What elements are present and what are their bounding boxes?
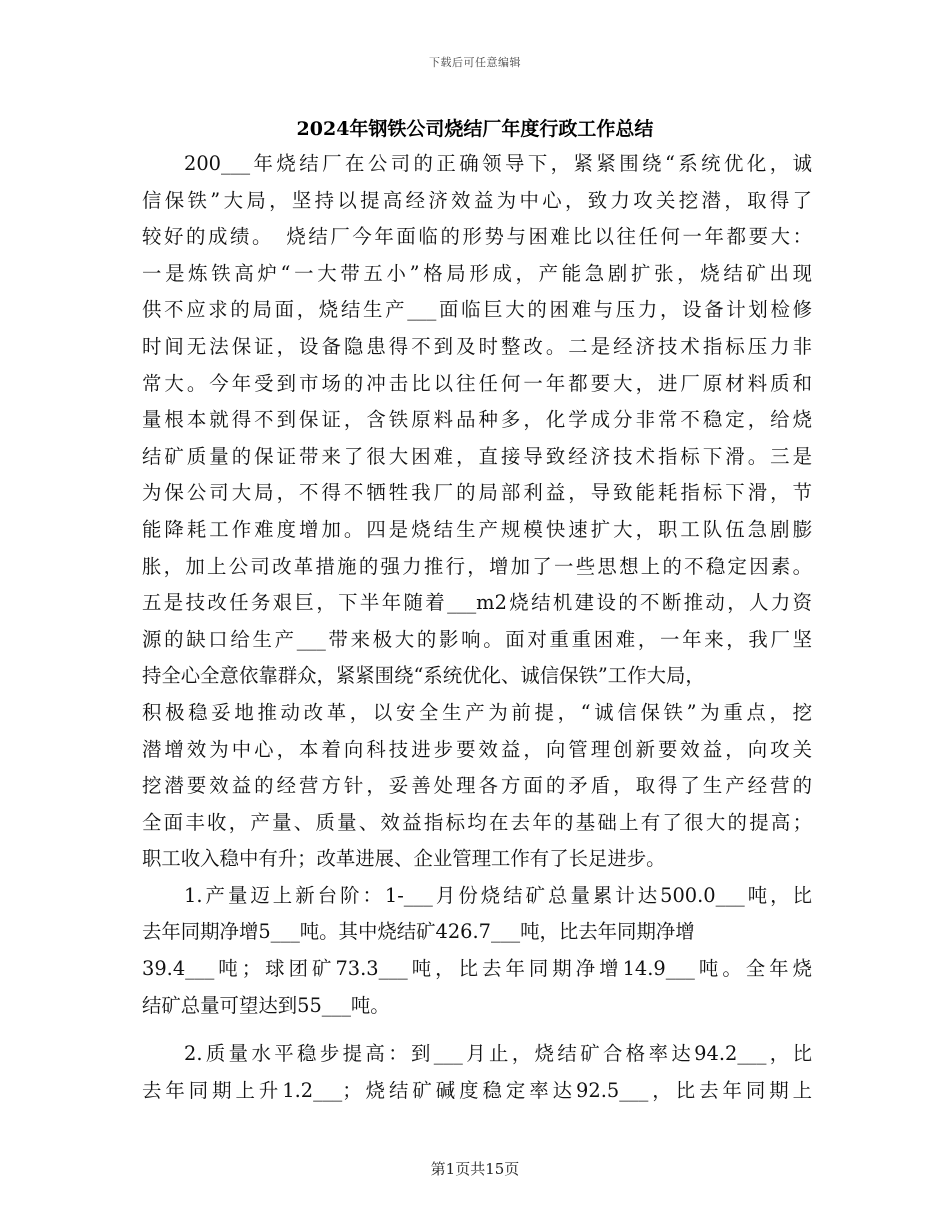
page-number: 第1页共15页 [430,1160,520,1178]
list-item-quality: 2.质量水平稳步提高：到___月止，烧结矿合格率达94.2___，比 [184,1042,812,1066]
body-line: 一是炼铁高炉“一大带五小”格局形成，产能急剧扩张，烧结矿出现 [142,261,812,285]
body-line: 时间无法保证，设备隐患得不到及时整改。二是经济技术指标压力非 [142,334,812,358]
body-line: 结矿总量可望达到55___吨。 [142,993,390,1017]
body-line: 挖潜要效益的经营方针，妥善处理各方面的矛盾，取得了生产经营的 [142,774,812,798]
document-title: 2024年钢铁公司烧结厂年度行政工作总结 [296,118,654,140]
body-line: 为保公司大局，不得不牺牲我厂的局部利益，导致能耗指标下滑，节 [142,481,812,505]
body-line: 常大。今年受到市场的冲击比以往任何一年都要大，进厂原材料质和 [142,371,812,395]
document-body [142,146,812,1109]
body-line: 持全心全意依靠群众，紧紧围绕“系统优化、诚信保铁”工作大局， [142,664,705,688]
body-line: 职工收入稳中有升；改革进展、企业管理工作有了长足进步。 [142,847,666,871]
body-line: 量根本就得不到保证，含铁原料品种多，化学成分非常不稳定，给烧 [142,408,812,432]
body-line: 200___年烧结厂在公司的正确领导下，紧紧围绕“系统优化，诚 [184,152,812,175]
body-line: 去年同期净增5___吨。其中烧结矿426.7___吨，比去年同期净增 [142,920,695,944]
body-line: 全面丰收，产量、质量、效益指标均在去年的基础上有了很大的提高； [142,810,812,834]
body-line: 结矿质量的保证带来了很大困难，直接导致经济技术指标下滑。三是 [142,444,812,468]
body-line: 较好的成绩。 烧结厂今年面临的形势与困难比以往任何一年都要大： [142,225,812,249]
body-line: 积极稳妥地推动改革，以安全生产为前提，“诚信保铁”为重点，挖 [142,700,812,724]
list-item-output: 1.产量迈上新台阶：1-___月份烧结矿总量累计达500.0___吨，比 [184,883,812,907]
body-line: 能降耗工作难度增加。四是烧结生产规模快速扩大，职工队伍急剧膨 [142,517,812,541]
body-line: 供不应求的局面，烧结生产___面临巨大的困难与压力，设备计划检修 [142,298,812,322]
body-line: 胀，加上公司改革措施的强力推行，增加了一些思想上的不稳定因素。 [142,554,812,578]
body-line: 潜增效为中心，本着向科技进步要效益，向管理创新要效益，向攻关 [142,737,812,761]
body-line: 五是技改任务艰巨，下半年随着___m2烧结机建设的不断推动，人力资 [142,591,812,615]
body-line: 源的缺口给生产___带来极大的影响。面对重重困难，一年来，我厂坚 [142,627,812,651]
body-line: 去年同期上升1.2___；烧结矿碱度稳定率达92.5___，比去年同期上 [142,1078,812,1102]
body-line: 信保铁”大局，坚持以提高经济效益为中心，致力攻关挖潜，取得了 [142,188,812,212]
body-line: 39.4___吨；球团矿73.3___吨，比去年同期净增14.9___吨。全年烧 [142,957,812,981]
page-header-note: 下载后可任意编辑 [429,56,521,69]
